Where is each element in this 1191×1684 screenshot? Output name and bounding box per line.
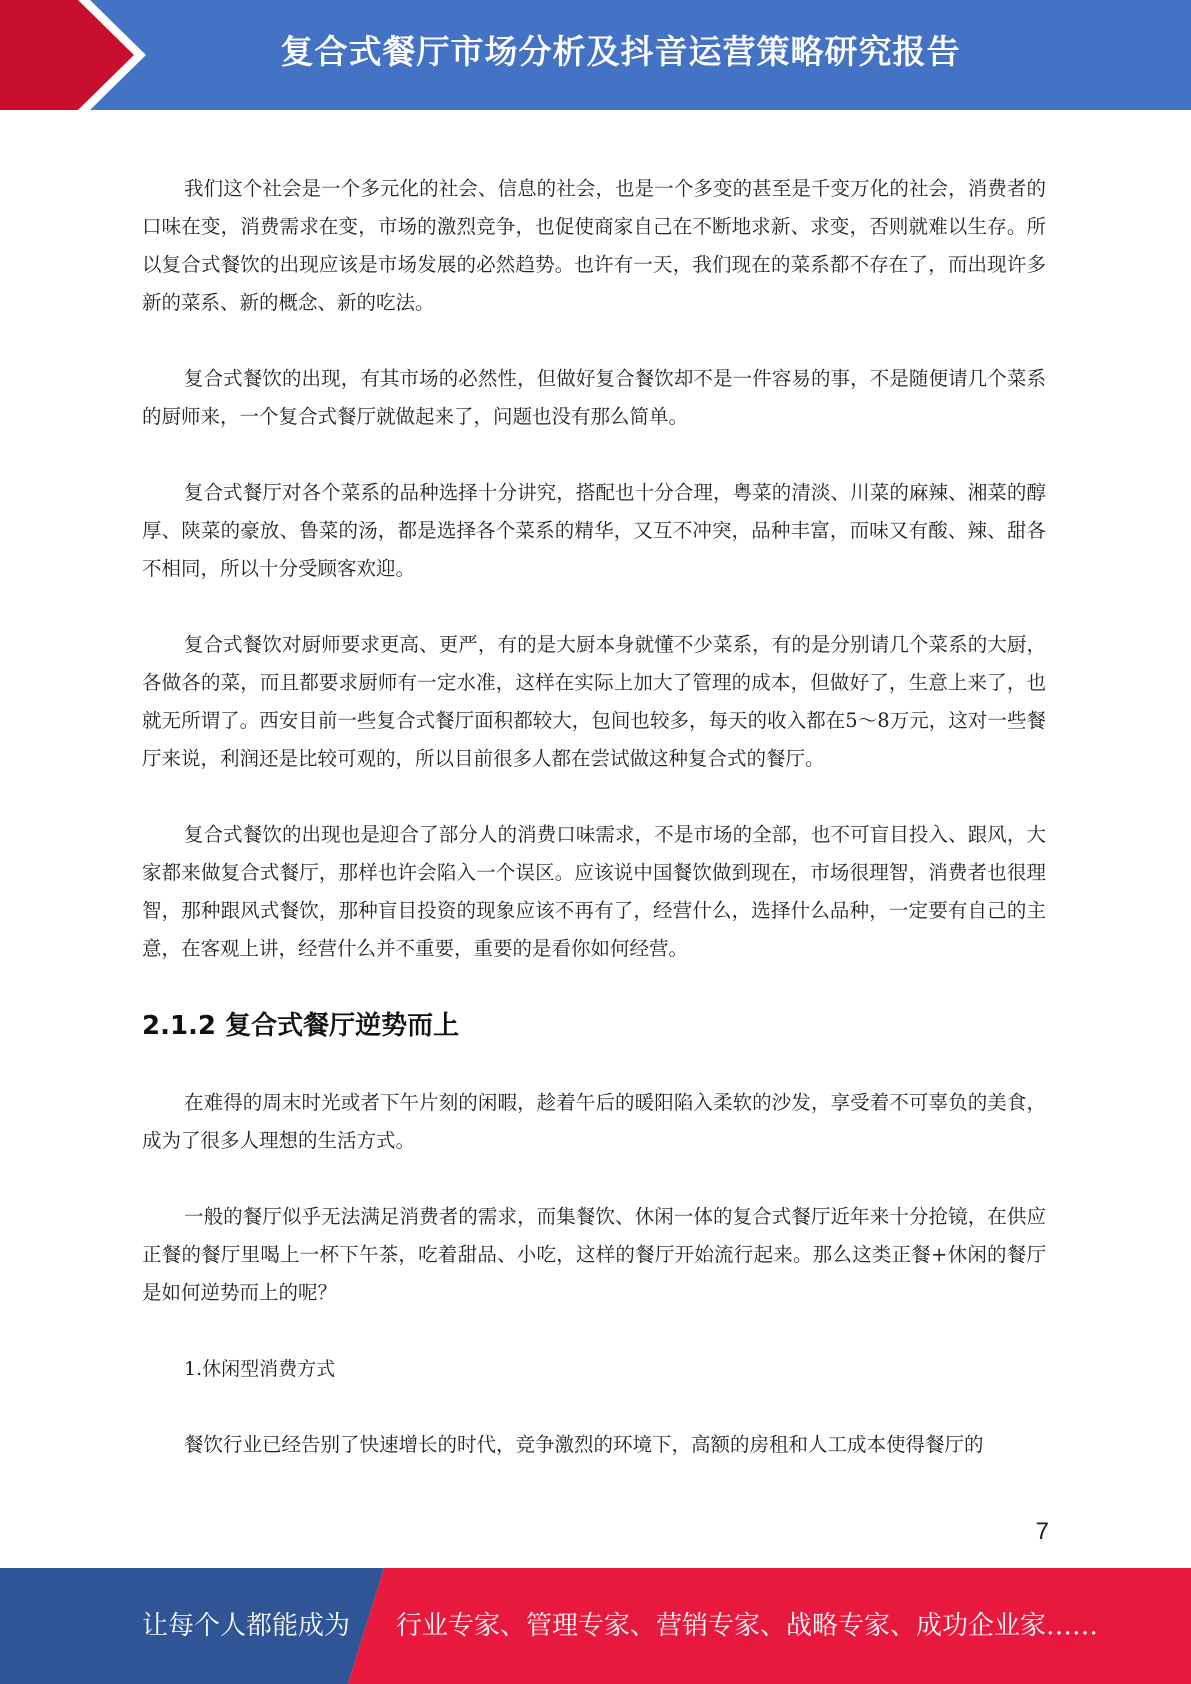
page-content [142,170,1046,1502]
body-paragraph: 复合式餐厅对各个菜系的品种选择十分讲究，搭配也十分合理，粤菜的清淡、川菜的麻辣、湘菜的醇厚、陕菜的豪放、鲁菜的汤，都是选择各个菜系的精华，又互不冲突，品种丰富，而味又有酸、辣、甜各不相同，所以十分受顾客欢迎。 [142,481,1046,580]
page-header [0,0,1191,110]
body-paragraph: 复合式餐饮的出现，有其市场的必然性，但做好复合餐饮却不是一件容易的事，不是随便请几个菜系的厨师来，一个复合式餐厅就做起来了，问题也没有那么简单。 [142,367,1046,428]
footer-slogan-left: 让每个人都能成为 [142,1611,351,1641]
body-paragraph: 复合式餐饮的出现也是迎合了部分人的消费口味需求，不是市场的全部，也不可盲目投入、跟风，大家都来做复合式餐厅，那样也许会陷入一个误区。应该说中国餐饮做到现在，市场很理智，消费者也很理智，那种跟风式餐饮，那种盲目投资的现象应该不再有了，经营什么，选择什么品种，一定要有自己的主意，在客观上讲，经营什么并不重要，重要的是看你如何经营。 [142,823,1046,960]
list-item: 1.休闲型消费方式 [184,1358,336,1380]
body-paragraph: 一般的餐厅似乎无法满足消费者的需求，而集餐饮、休闲一体的复合式餐厅近年来十分抢镜，在供应正餐的餐厅里喝上一杯下午茶，吃着甜品、小吃，这样的餐厅开始流行起来。那么这类正餐+休闲的餐厅是如何逆势而上的呢？ [142,1205,1046,1304]
page-footer [0,1568,1191,1684]
body-paragraph: 在难得的周末时光或者下午片刻的闲暇，趁着午后的暖阳陷入柔软的沙发，享受着不可辜负的美食，成为了很多人理想的生活方式。 [142,1091,1046,1152]
body-paragraph: 餐饮行业已经告别了快速增长的时代，竞争激烈的环境下，高额的房租和人工成本使得餐厅的 [184,1433,984,1456]
body-paragraph: 我们这个社会是一个多元化的社会、信息的社会，也是一个多变的甚至是千变万化的社会，消费者的口味在变，消费需求在变，市场的激烈竞争，也促使商家自己在不断地求新、求变，否则就难以生存。所以复合式餐饮的出现应该是市场发展的必然趋势。也许有一天，我们现在的菜系都不存在了，而出现许多新的菜系、新的概念、新的吃法。 [142,177,1046,314]
footer-slogan-right: 行业专家、管理专家、营销专家、战略专家、成功企业家…… [396,1611,1099,1641]
document-title: 复合式餐厅市场分析及抖音运营策略研究报告 [280,32,961,71]
page-number: 7 [1035,1518,1049,1545]
section-heading: 2.1.2 复合式餐厅逆势而上 [142,1011,460,1041]
body-paragraph: 复合式餐饮对厨师要求更高、更严，有的是大厨本身就懂不少菜系，有的是分别请几个菜系的大厨，各做各的菜，而且都要求厨师有一定水准，这样在实际上加大了管理的成本，但做好了，生意上来了，也就无所谓了。西安目前一些复合式餐厅面积都较大，包间也较多，每天的收入都在5～8万元，这对一些餐厅来说，利润还是比较可观的，所以目前很多人都在尝试做这种复合式的餐厅。 [142,633,1046,770]
